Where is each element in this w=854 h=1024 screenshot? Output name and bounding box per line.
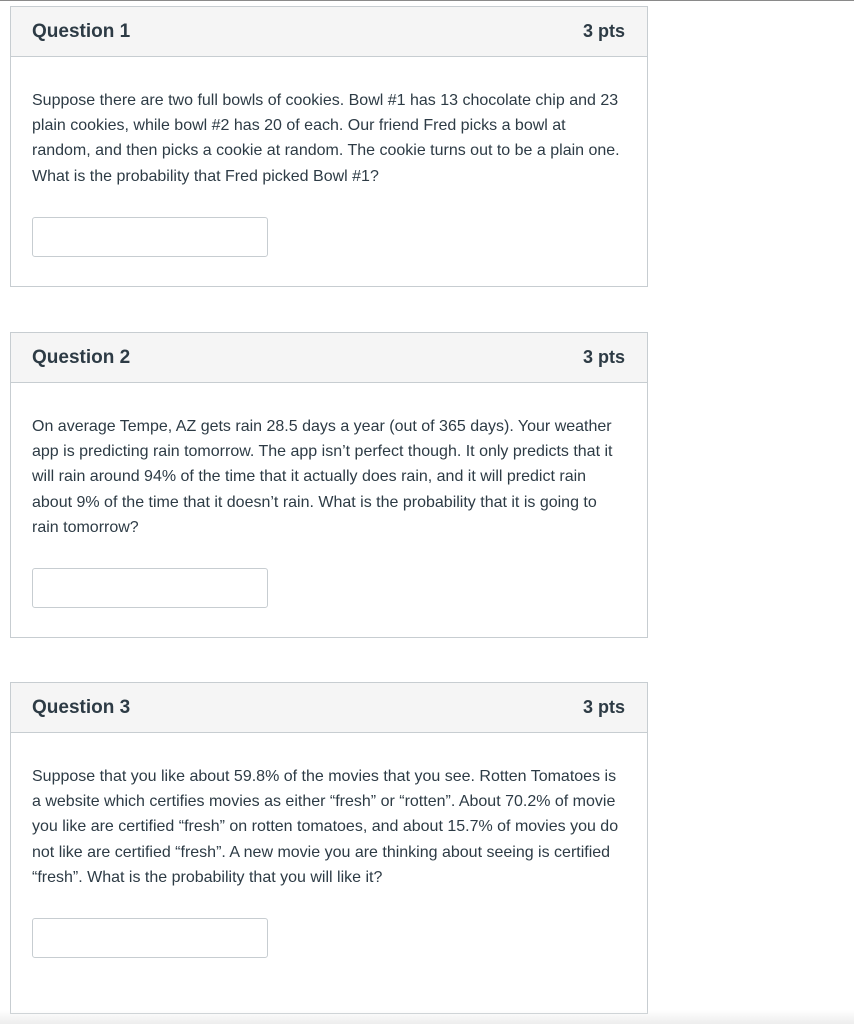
question-body [11,57,647,257]
question-body [11,383,647,608]
question-points: 3 pts [582,697,625,717]
bottom-fade [0,1010,854,1024]
answer-input-2[interactable] [32,568,268,608]
question-points: 3 pts [582,21,625,41]
answer-input-1[interactable] [32,217,268,257]
question-body [11,733,647,958]
question-card-1 [10,6,648,287]
question-card-2 [10,332,648,638]
question-title: Question 1 [32,20,131,42]
question-text: Suppose that you like about 59.8% of the movies that you see. Rotten Tomatoes is a website which certifies movies as either “fresh” or “rotten”. About 70.2% of movie you like are certified “fresh” on rotten tomatoes, and about 15.7% of movies you do not like are certified “fresh”. A new movie you are thinking about seeing is certified “fresh”. What is the probability that you will like it? [32,768,619,886]
top-divider [0,0,854,1]
question-card-3 [10,682,648,1014]
question-title: Question 2 [32,346,131,368]
question-points: 3 pts [582,347,625,367]
question-header [11,7,647,57]
question-header [11,683,647,733]
question-title: Question 3 [32,696,131,718]
question-header [11,333,647,383]
question-text: Suppose there are two full bowls of cookies. Bowl #1 has 13 chocolate chip and 23 plain cookies, while bowl #2 has 20 of each. Our friend Fred picks a bowl at random, and then picks a cookie at random. The cookie turns out to be a plain one. What is the probability that Fred picked Bowl #1? [32,92,620,185]
answer-input-3[interactable] [32,918,268,958]
question-text: On average Tempe, AZ gets rain 28.5 days a year (out of 365 days). Your weather app is predicting rain tomorrow. The app isn’t perfect though. It only predicts that it will rain around 94% of the time that it actually does rain, and it will predict rain about 9% of the time that it doesn’t rain. What is the probability that it is going to rain tomorrow? [32,418,613,536]
